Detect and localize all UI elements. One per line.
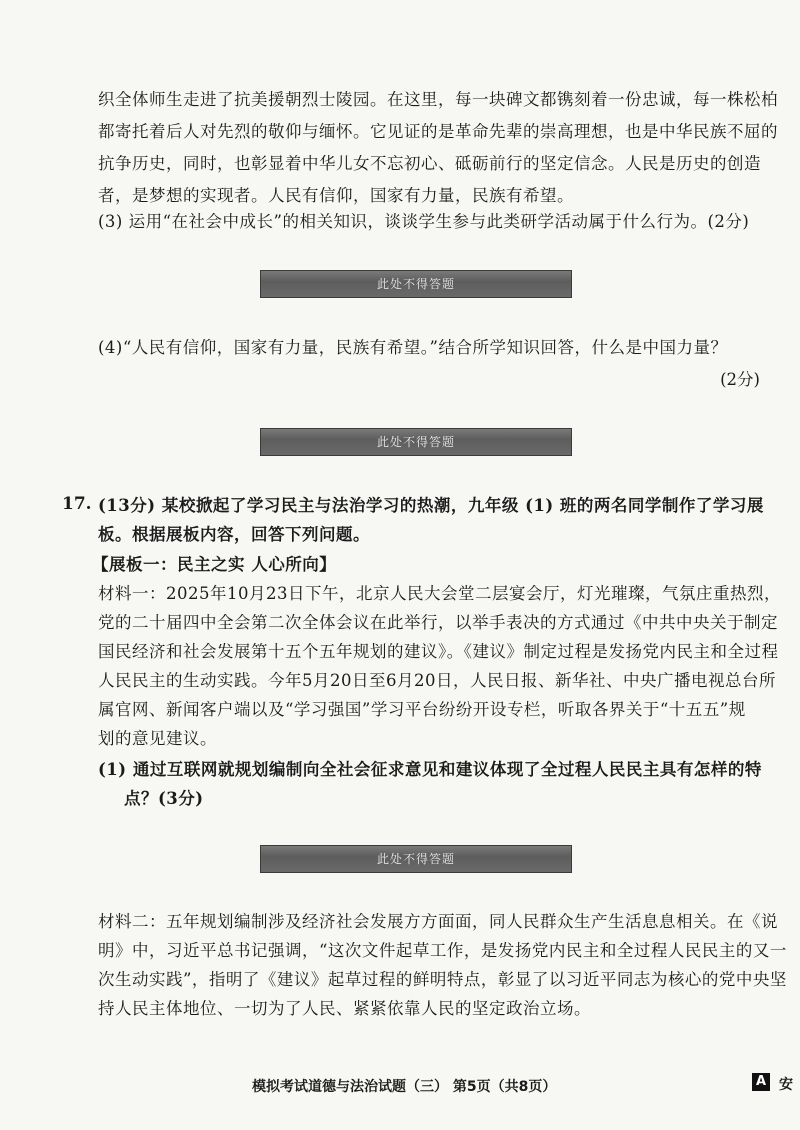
material-2-line: 次生动实践”，指明了《建议》起草过程的鲜明特点，彰显了以习近平同志为核心的党中央坚: [98, 970, 787, 989]
page-footer: 模拟考试道德与法治试题（三） 第5页（共8页）: [252, 1079, 557, 1095]
question-4-score: (2分): [720, 370, 760, 389]
answer-restricted-bar: 此处不得答题: [260, 270, 572, 298]
material-1-line: 党的二十届四中全会第二次全体会议在此举行，以举手表决的方式通过《中共中央关于制定: [98, 613, 778, 632]
question-17-intro: (13分) 某校掀起了学习民主与法治学习的热潮，九年级 (1) 班的两名同学制作了学习展: [98, 496, 764, 515]
material-1-line: 材料一：2025年10月23日下午，北京人民大会堂二层宴会厅，灯光璀璨，气氛庄重热烈，: [98, 584, 781, 603]
question-17-1: 点？(3分): [124, 789, 204, 808]
question-17-number: 17.: [62, 494, 92, 514]
material-1-line: 属官网、新闻客户端以及“学习强国”学习平台纷纷开设专栏，听取各界关于“十五五”规: [98, 700, 746, 719]
material-1-line: 国民经济和社会发展第十五个五年规划的建议》。《建议》制定过程是发扬党内民主和全过程: [98, 642, 779, 661]
board-1-title: 【展板一：民主之实 人心所向】: [92, 555, 337, 574]
answer-restricted-bar: 此处不得答题: [260, 845, 572, 873]
badge-side-text: 安: [779, 1077, 793, 1093]
material-line: 都寄托着后人对先烈的敬仰与缅怀。它见证的是革命先辈的崇高理想，也是中华民族不屈的: [98, 122, 778, 141]
question-3: (3) 运用“在社会中成长”的相关知识，谈谈学生参与此类研学活动属于什么行为。(2分): [98, 212, 750, 231]
question-17-1: (1) 通过互联网就规划编制向全社会征求意见和建议体现了全过程人民民主具有怎样的特: [98, 760, 762, 779]
material-line: 者，是梦想的实现者。人民有信仰，国家有力量，民族有希望。: [98, 186, 574, 205]
material-1-line: 人民民主的生动实践。今年5月20日至6月20日，人民日报、新华社、中央广播电视总台所: [98, 671, 776, 690]
material-2-line: 材料二：五年规划编制涉及经济社会发展方方面面，同人民群众生产生活息息相关。在《说: [98, 912, 778, 931]
question-17-intro: 板。根据展板内容，回答下列问题。: [98, 525, 370, 544]
question-4: (4)“人民有信仰，国家有力量，民族有希望。”结合所学知识回答，什么是中国力量？: [98, 338, 728, 357]
material-line: 抗争历史，同时，也彰显着中华儿女不忘初心、砥砺前行的坚定信念。人民是历史的创造: [98, 154, 761, 173]
answer-restricted-bar: 此处不得答题: [260, 428, 572, 456]
paper-version-badge: A: [752, 1073, 770, 1091]
material-line: 织全体师生走进了抗美援朝烈士陵园。在这里，每一块碑文都镌刻着一份忠诚，每一株松柏: [98, 90, 778, 109]
material-1-line: 划的意见建议。: [98, 729, 217, 748]
material-2-line: 明》中，习近平总书记强调，“这次文件起草工作，是发扬党内民主和全过程人民民主的又一: [98, 941, 787, 960]
material-2-line: 持人民主体地位、一切为了人民、紧紧依靠人民的坚定政治立场。: [98, 999, 591, 1018]
